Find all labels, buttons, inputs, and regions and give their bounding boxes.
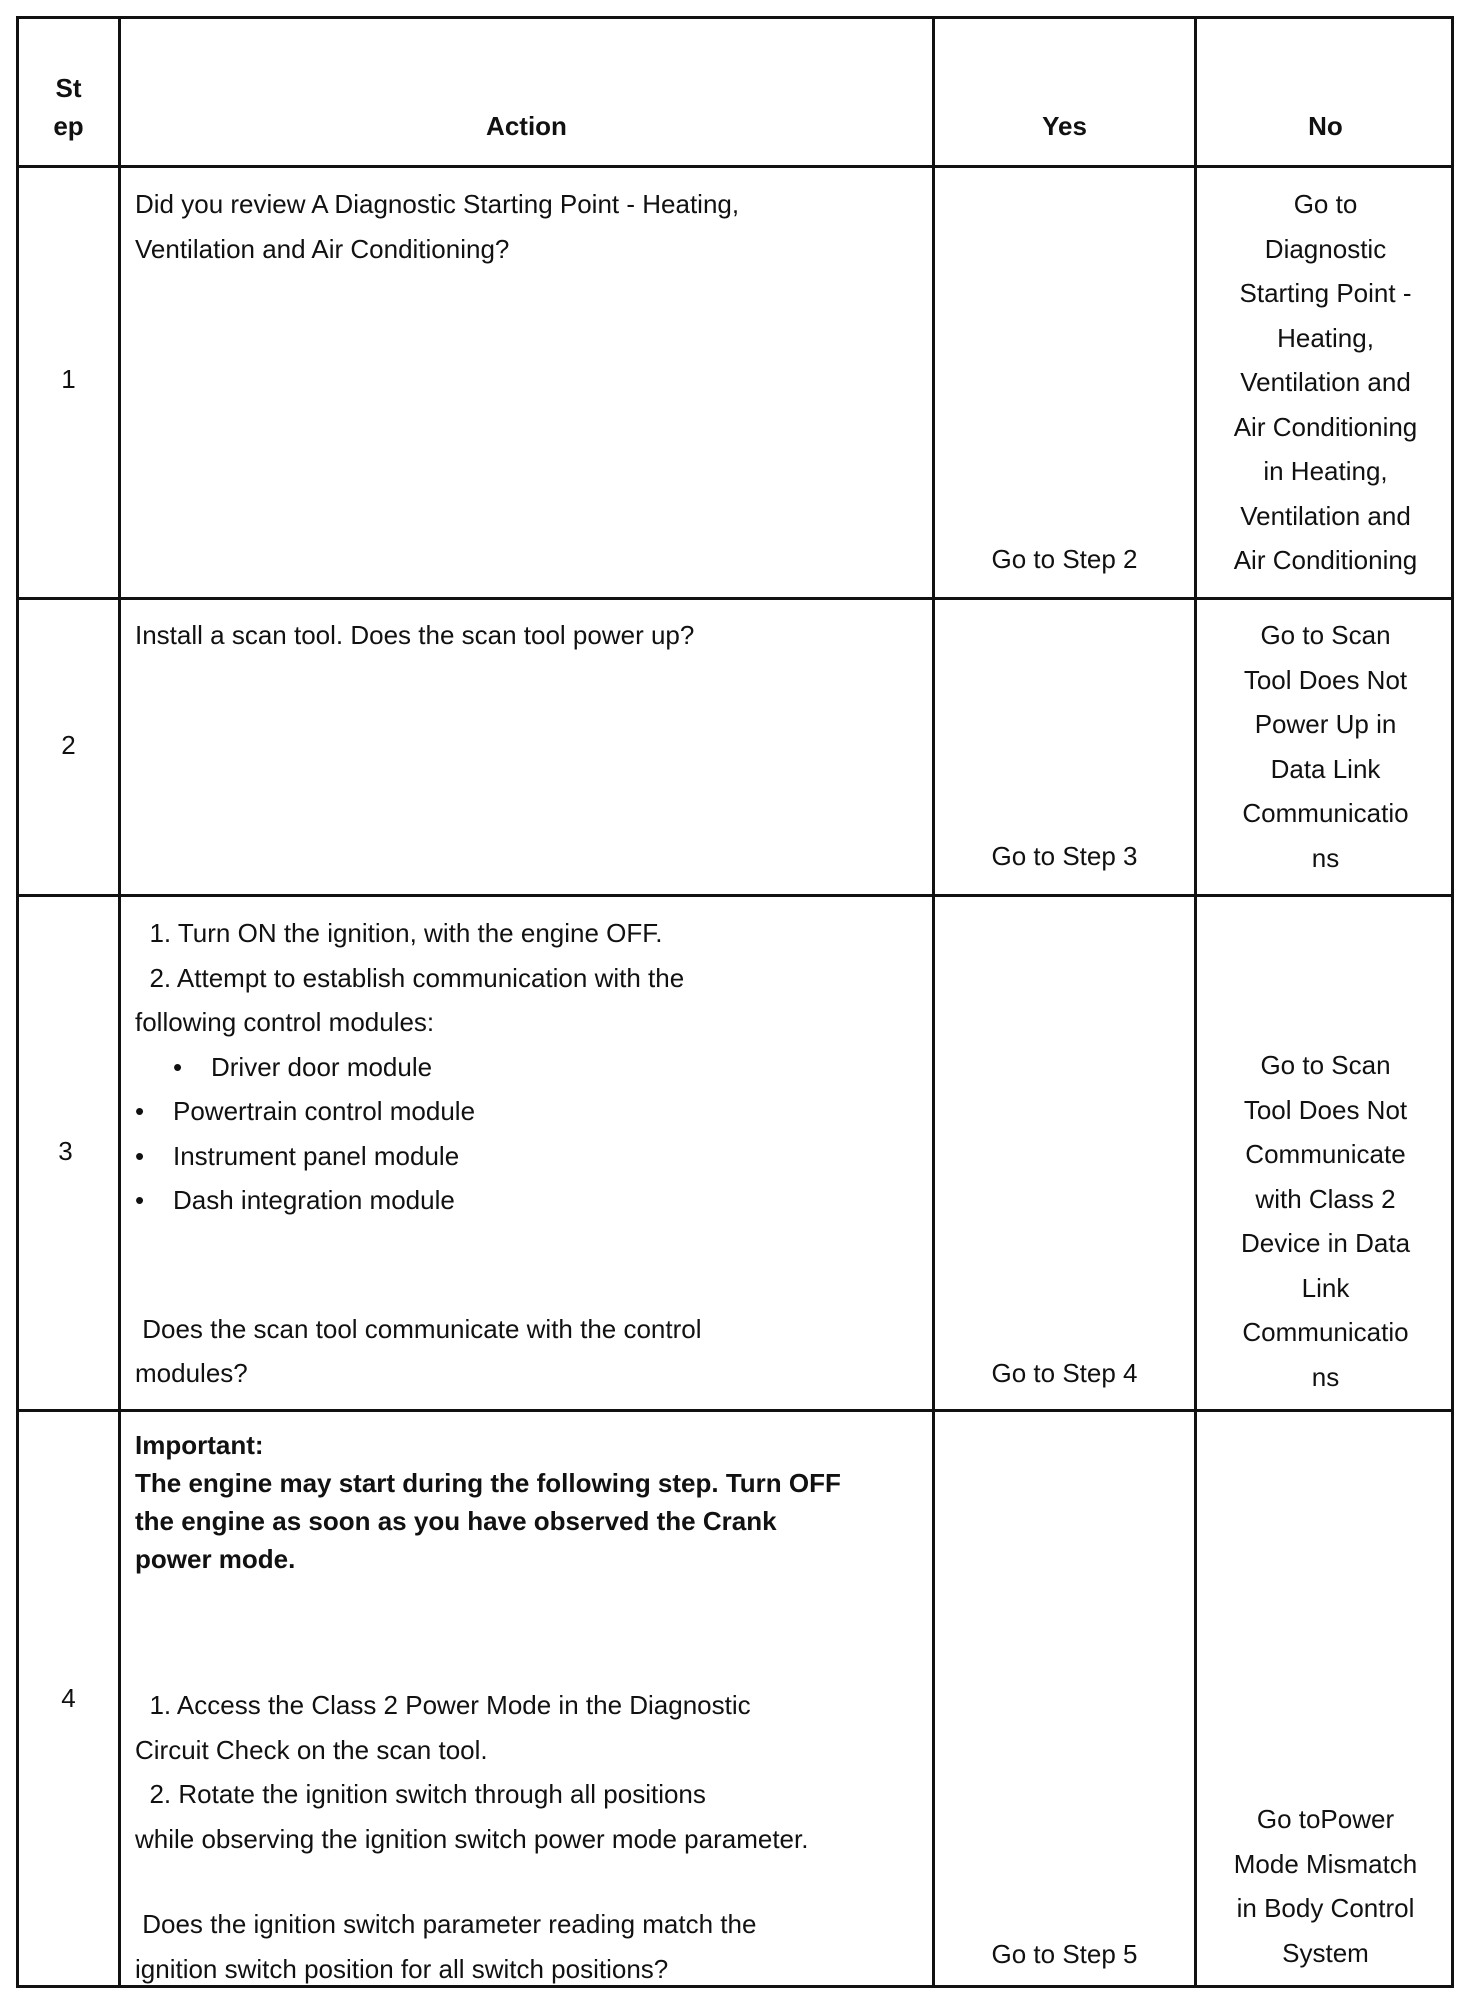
row4-step: 4 [61,1683,76,1713]
header-action: Action [486,111,567,141]
row4-no-line: System [1282,1937,1369,1968]
row4-action-line-text: 1. Access the Class 2 Power Mode in the Diagnostic [149,1690,751,1720]
row1-no-line: Starting Point - [1239,278,1412,308]
row1-no-line: Diagnostic [1264,233,1387,264]
row3-bullet-item [135,1045,925,1090]
row3-no-line: Communicate [1245,1139,1406,1169]
row2-no-line: Communicatio [1242,798,1409,828]
row3-action-line: modules? [135,1358,248,1388]
row3-no-line: Communicatio [1242,1317,1409,1347]
important-label: Important: [135,1430,264,1460]
row4-action-line: Does the ignition switch parameter reading match the [135,1909,757,1939]
row4-action-line [135,1772,925,1817]
row3-no-line: Go to Scan [1260,1050,1391,1080]
bullet-icon [173,1052,211,1082]
row3-action-line-text: 1. Turn ON the ignition, with the engine OFF. [149,918,663,948]
row3-no-line: Device in Data [1240,1228,1411,1258]
row3-no-line: Tool Does Not [1243,1094,1408,1125]
header-step-line2: ep [53,111,84,141]
row1-no-line: Ventilation and [1240,500,1411,531]
bullet-icon [135,1141,173,1171]
row2-no-line: Go to Scan [1260,620,1391,650]
row-divider [19,894,1451,897]
diagnostic-table [16,16,1454,1988]
row3-bullet-text: Instrument panel module [173,1140,460,1171]
row1-no-line: Air Conditioning [1233,411,1418,442]
row4-action-line [135,1683,925,1728]
row1-action [135,182,925,271]
row2-action [135,613,925,658]
important-text-line: power mode. [135,1544,296,1574]
row1-yes: Go to Step 2 [991,544,1138,574]
bullet-icon [135,1185,173,1215]
row3-spacer [135,1268,925,1307]
bullet-icon [135,1096,173,1126]
row2-no-line: Power Up in [1254,709,1397,739]
row4-action-line: Circuit Check on the scan tool. [135,1734,488,1765]
row1-no-line: Go to [1293,189,1358,219]
row4-action-line: while observing the ignition switch power mode parameter. [135,1823,809,1854]
row3-step: 3 [58,1136,73,1166]
row3-action-line: following control modules: [135,1007,435,1037]
row1-no-line: in Heating, [1263,456,1388,486]
row1-action-line: Did you review A Diagnostic Starting Point - Heating, [135,189,740,219]
row4-spacer [135,1861,925,1902]
header-no: No [1308,111,1343,141]
row4-important [135,1426,925,1578]
row3-bullet-item [135,1134,925,1179]
row3-bullet-text: Driver door module [211,1051,433,1082]
row1-action-line: Ventilation and Air Conditioning? [135,233,510,264]
row3-spacer [135,1223,925,1268]
row3-action-line: Does the scan tool communicate with the control [135,1313,702,1344]
row4-no-line: Mode Mismatch [1233,1848,1418,1879]
row4-action-line-text: 2. Rotate the ignition switch through all positions [149,1779,706,1809]
header-step [19,69,118,145]
row1-no-line: Ventilation and [1240,367,1411,397]
row3-no-line: with Class 2 [1255,1183,1396,1214]
row4-action [135,1683,925,1991]
row4-no-line: Go toPower [1256,1804,1395,1834]
important-text-line: the engine as soon as you have observed the Crank [135,1506,777,1536]
row2-yes: Go to Step 3 [991,841,1138,871]
column-divider [932,19,935,1985]
row4-no-line: in Body Control [1236,1893,1415,1923]
row2-no-line: Data Link [1270,753,1381,784]
row1-step: 1 [61,364,76,394]
row3-yes: Go to Step 4 [991,1358,1138,1388]
row3-no-line: Link [1301,1272,1350,1303]
row3-bullet-text: Powertrain control module [173,1096,476,1126]
row2-action-line: Install a scan tool. Does the scan tool power up? [135,620,695,650]
important-text-line: The engine may start during the following step. Turn OFF [135,1468,841,1498]
row3-action-line-text: 2. Attempt to establish communication with the [149,962,685,993]
row4-no [1197,1797,1454,1975]
row3-bullet-item [135,1178,925,1223]
row3-no-line: ns [1311,1361,1340,1392]
row3-action-line [113,956,925,1001]
row2-no [1197,613,1454,880]
row3-action [135,911,925,1396]
row3-bullet-item [135,1089,925,1134]
row1-no-line: Air Conditioning [1233,545,1418,575]
header-step-line1: St [55,73,82,103]
row2-step: 2 [61,730,76,760]
row4-action-line: ignition switch position for all switch positions? [135,1953,669,1984]
row1-no-line: Heating, [1277,322,1374,353]
row3-bullet-text: Dash integration module [173,1185,455,1215]
row2-no-line: Tool Does Not [1243,664,1408,695]
row-divider [19,1409,1451,1412]
row2-no-line: ns [1311,842,1340,873]
header-yes: Yes [1042,111,1087,141]
row4-yes: Go to Step 5 [991,1939,1138,1969]
row-divider [19,165,1451,168]
row1-no [1197,182,1454,583]
row3-action-line [113,911,925,956]
row-divider [19,597,1451,600]
column-divider [118,19,121,1985]
row3-no [1197,1043,1454,1399]
